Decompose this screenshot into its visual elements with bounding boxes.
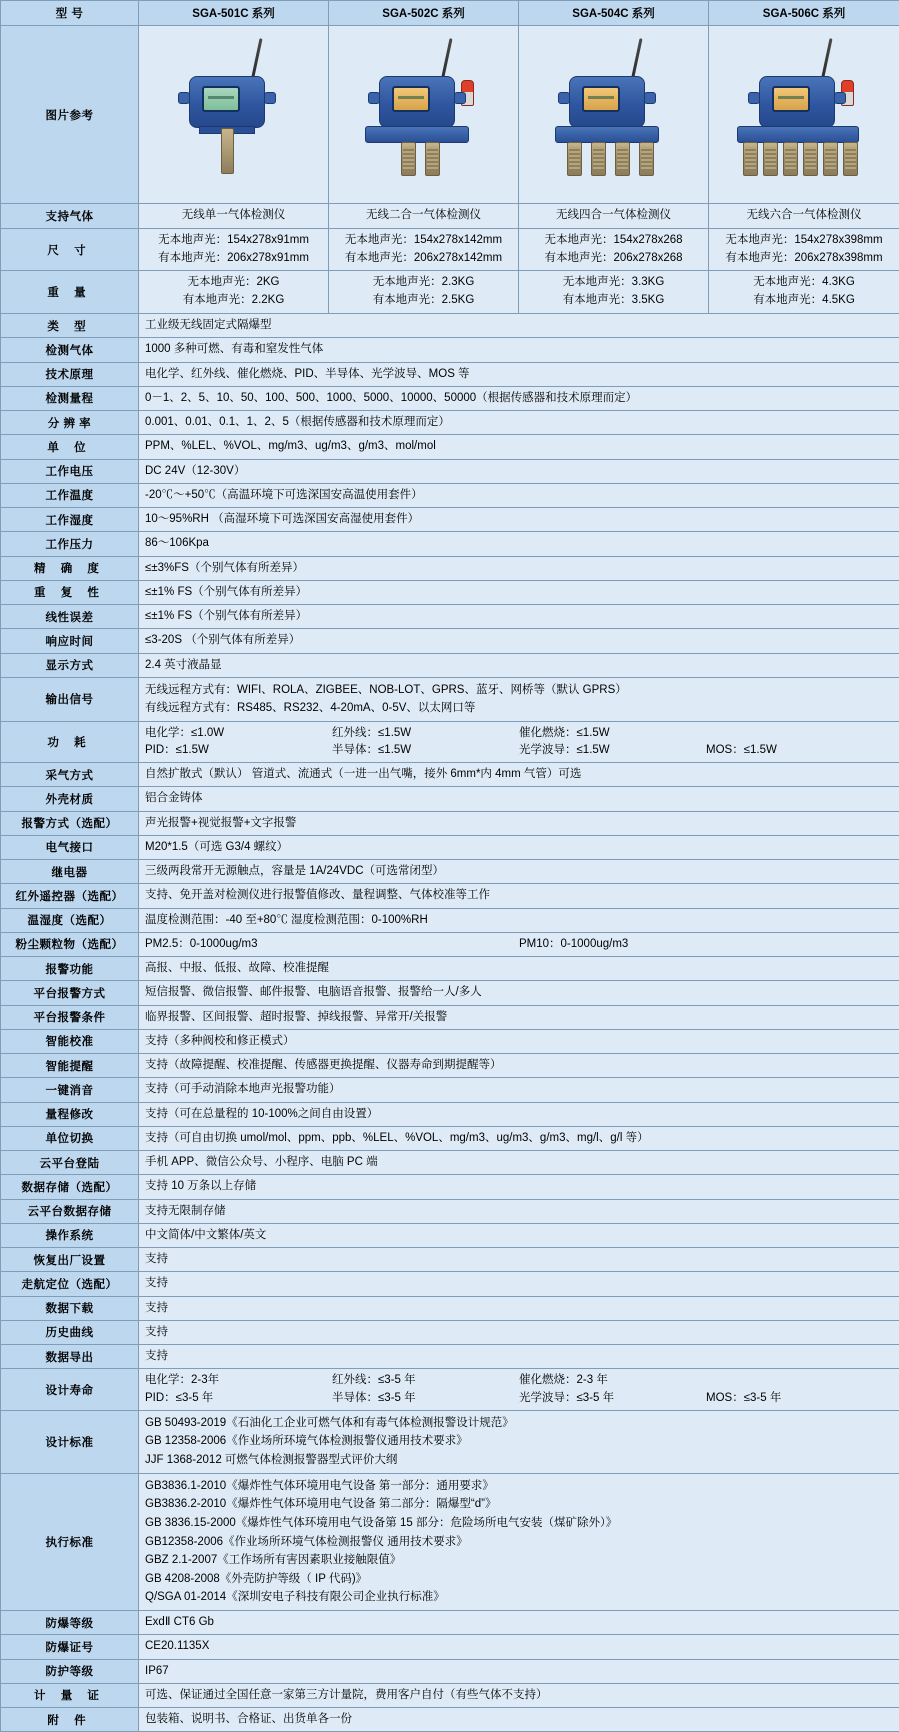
table-row-type xyxy=(1,314,899,338)
row-value-principle: 电化学、红外线、催化燃烧、PID、半导体、光学波导、MOS 等 xyxy=(139,362,899,386)
row-value-detect-gas: 1000 多种可燃、有毒和窒发性气体 xyxy=(139,338,899,362)
row-label-picture: 图片参考 xyxy=(1,26,139,204)
power-electrochemical: 电化学：≤1.0W xyxy=(145,725,332,742)
table-row-range xyxy=(1,386,899,410)
row-label-housing: 外壳材质 xyxy=(1,787,139,811)
sensor-probe-2 xyxy=(591,142,606,176)
weight-2-a: 无本地声光：2.3KG xyxy=(331,274,516,292)
sensor-probe-1 xyxy=(567,142,582,176)
mount-bracket-right xyxy=(264,92,276,104)
table-row-smart-calibration xyxy=(1,1029,899,1053)
table-row-repeatability xyxy=(1,580,899,604)
model-header-4: SGA-506C 系列 xyxy=(709,1,899,26)
row-label-output-signal: 输出信号 xyxy=(1,677,139,721)
table-row-data-storage xyxy=(1,1175,899,1199)
row-value-output-signal xyxy=(139,677,899,721)
row-value-housing: 铝合金铸体 xyxy=(139,787,899,811)
row-label-cloud-storage: 云平台数据存储 xyxy=(1,1199,139,1223)
row-value-accuracy: ≤±3%FS（个别气体有所差异） xyxy=(139,556,899,580)
mount-bracket-left xyxy=(368,92,380,104)
table-row-ex-rating xyxy=(1,1611,899,1635)
row-label-unit: 单 位 xyxy=(1,435,139,459)
table-row-design-life xyxy=(1,1369,899,1411)
row-label-smart-calibration: 智能校准 xyxy=(1,1029,139,1053)
row-value-os: 中文简体/中文繁体/英文 xyxy=(139,1223,899,1247)
row-label-linearity: 线性误差 xyxy=(1,605,139,629)
mount-bracket-left xyxy=(178,92,190,104)
enclosure-body xyxy=(189,76,265,128)
power-semiconductor: 半导体：≤1.5W xyxy=(332,742,519,759)
table-row-data-download xyxy=(1,1296,899,1320)
row-value-electrical-interface: M20*1.5（可选 G3/4 螺纹） xyxy=(139,835,899,859)
row-value-pressure: 86～106Kpa xyxy=(139,532,899,556)
gas-manifold xyxy=(737,126,859,143)
size-3 xyxy=(519,228,709,271)
product-image-501c xyxy=(139,26,329,204)
table-row-humidity xyxy=(1,508,899,532)
execution-standard-2: GB3836.2-2010《爆炸性气体环境用电气设备 第二部分：隔爆型“d”》 xyxy=(145,1495,893,1514)
size-2 xyxy=(329,228,519,271)
design-standard-2: GB 12358-2006《作业场所环境气体检测报警仪通用技术要求》 xyxy=(145,1432,893,1451)
life-catalytic: 催化燃烧：2-3 年 xyxy=(519,1372,706,1389)
table-row-unit xyxy=(1,435,899,459)
mount-bracket-right xyxy=(834,92,846,104)
table-row-ir-remote xyxy=(1,884,899,908)
table-row-alarm-mode xyxy=(1,811,899,835)
lcd-display xyxy=(772,86,810,112)
sensor-probe-6 xyxy=(843,142,858,176)
life-optical: 光学波导：≤3-5 年 xyxy=(519,1390,706,1407)
row-label-data-storage: 数据存储（选配） xyxy=(1,1175,139,1199)
weight-2-b: 有本地声光：2.5KG xyxy=(331,292,516,310)
output-line-1: 无线远程方式有：WIFI、ROLA、ZIGBEE、NOB-LOT、GPRS、蓝牙、网桥等（默认 GPRS） xyxy=(145,681,893,699)
row-value-history-curve: 支持 xyxy=(139,1320,899,1344)
table-row-housing xyxy=(1,787,899,811)
row-value-platform-alarm-mode: 短信报警、微信报警、邮件报警、电脑语音报警、报警给一人/多人 xyxy=(139,981,899,1005)
table-row-relay xyxy=(1,860,899,884)
row-label-os: 操作系统 xyxy=(1,1223,139,1247)
row-label-size: 尺 寸 xyxy=(1,228,139,271)
power-blank xyxy=(706,725,893,742)
table-row-temp-humidity-option xyxy=(1,908,899,932)
row-label-gas-support: 支持气体 xyxy=(1,204,139,229)
row-value-display: 2.4 英寸液晶显 xyxy=(139,653,899,677)
gas-manifold xyxy=(555,126,659,143)
table-row-history-curve xyxy=(1,1320,899,1344)
weight-1 xyxy=(139,271,329,314)
row-value-accessories: 包装箱、说明书、合格证、出货单各一份 xyxy=(139,1708,899,1732)
row-value-unit: PPM、%LEL、%VOL、mg/m3、ug/m3、g/m3、mol/mol xyxy=(139,435,899,459)
row-label-particulate: 粉尘颗粒物（选配） xyxy=(1,932,139,956)
output-line-2: 有线远程方式有：RS485、RS232、4-20mA、0-5V、以太网口等 xyxy=(145,699,893,717)
size-3-b: 有本地声光：206x278x268 xyxy=(521,250,706,268)
device-illustration-single xyxy=(159,30,309,200)
row-value-ex-cert: CE20.1135X xyxy=(139,1635,899,1659)
row-label-accessories: 附 件 xyxy=(1,1708,139,1732)
table-row-weight xyxy=(1,271,899,314)
weight-3-a: 无本地声光：3.3KG xyxy=(521,274,706,292)
pm25-range: PM2.5：0-1000ug/m3 xyxy=(145,936,519,953)
table-row-accessories xyxy=(1,1708,899,1732)
row-value-relay: 三级两段常开无源触点，容量是 1A/24VDC（可选常闭型） xyxy=(139,860,899,884)
table-row-platform-alarm-mode xyxy=(1,981,899,1005)
table-row-one-key-mute xyxy=(1,1078,899,1102)
execution-standard-4: GB12358-2006《作业场所环境气体检测报警仪 通用技术要求》 xyxy=(145,1533,893,1552)
row-label-weight: 重 量 xyxy=(1,271,139,314)
row-label-repeatability: 重 复 性 xyxy=(1,580,139,604)
table-row-execution-standard xyxy=(1,1473,899,1610)
row-value-data-download: 支持 xyxy=(139,1296,899,1320)
mount-bracket-left xyxy=(558,92,570,104)
row-label-accuracy: 精 确 度 xyxy=(1,556,139,580)
row-value-voltage: DC 24V（12-30V） xyxy=(139,459,899,483)
weight-1-a: 无本地声光：2KG xyxy=(141,274,326,292)
antenna-icon xyxy=(820,38,832,82)
row-label-history-curve: 历史曲线 xyxy=(1,1320,139,1344)
row-value-alarm-function: 高报、中报、低报、故障、校准提醒 xyxy=(139,957,899,981)
lcd-display xyxy=(582,86,620,112)
weight-4-a: 无本地声光：4.3KG xyxy=(711,274,897,292)
table-row-power xyxy=(1,721,899,763)
row-value-cloud-login: 手机 APP、微信公众号、小程序、电脑 PC 端 xyxy=(139,1151,899,1175)
row-label-principle: 技术原理 xyxy=(1,362,139,386)
row-label-temp-humidity-option: 温湿度（选配） xyxy=(1,908,139,932)
table-row-alarm-function xyxy=(1,957,899,981)
row-label-ir-remote: 红外遥控器（选配） xyxy=(1,884,139,908)
table-row-temperature xyxy=(1,483,899,507)
row-label-humidity: 工作湿度 xyxy=(1,508,139,532)
row-label-response-time: 响应时间 xyxy=(1,629,139,653)
row-label-data-download: 数据下载 xyxy=(1,1296,139,1320)
row-value-humidity: 10～95%RH （高湿环境下可选深国安高湿使用套件） xyxy=(139,508,899,532)
weight-3-b: 有本地声光：3.5KG xyxy=(521,292,706,310)
row-label-factory-reset: 恢复出厂设置 xyxy=(1,1248,139,1272)
size-2-b: 有本地声光：206x278x142mm xyxy=(331,250,516,268)
sensor-probe-1 xyxy=(401,142,416,176)
enclosure-body xyxy=(569,76,645,128)
power-optical: 光学波导：≤1.5W xyxy=(519,742,706,759)
power-pid: PID：≤1.5W xyxy=(145,742,332,759)
weight-3 xyxy=(519,271,709,314)
execution-standard-5: GBZ 2.1-2007《工作场所有害因素职业接触限值》 xyxy=(145,1551,893,1570)
sensor-probe xyxy=(221,128,234,174)
table-row-principle xyxy=(1,362,899,386)
table-row-mobile-positioning xyxy=(1,1272,899,1296)
size-1-a: 无本地声光：154x278x91mm xyxy=(141,232,326,250)
mount-bracket-right xyxy=(644,92,656,104)
gas-support-1: 无线单一气体检测仪 xyxy=(139,204,329,229)
row-label-cloud-login: 云平台登陆 xyxy=(1,1151,139,1175)
row-label-temperature: 工作温度 xyxy=(1,483,139,507)
row-value-unit-switch: 支持（可自由切换 umol/mol、ppm、ppb、%LEL、%VOL、mg/m3、ug/m3、g/m3、mg/l、g/l 等） xyxy=(139,1126,899,1150)
row-value-ip-rating: IP67 xyxy=(139,1659,899,1683)
model-header-2: SGA-502C 系列 xyxy=(329,1,519,26)
table-row-smart-reminder xyxy=(1,1054,899,1078)
row-value-sampling: 自然扩散式（默认） 管道式、流通式（一进一出气嘴，接外 6mm*内 4mm 气管）可选 xyxy=(139,763,899,787)
row-label-pressure: 工作压力 xyxy=(1,532,139,556)
antenna-icon xyxy=(440,38,452,82)
table-row-cloud-login xyxy=(1,1151,899,1175)
row-value-design-standard xyxy=(139,1410,899,1473)
sensor-probe-3 xyxy=(783,142,798,176)
product-image-504c xyxy=(519,26,709,204)
row-label-alarm-function: 报警功能 xyxy=(1,957,139,981)
row-value-ex-rating: ExdⅡ CT6 Gb xyxy=(139,1611,899,1635)
table-row-model-header xyxy=(1,1,899,26)
mount-bracket-right xyxy=(454,92,466,104)
table-row-electrical-interface xyxy=(1,835,899,859)
table-row-unit-switch xyxy=(1,1126,899,1150)
sensor-probe-3 xyxy=(615,142,630,176)
row-label-unit-switch: 单位切换 xyxy=(1,1126,139,1150)
execution-standard-7: Q/SGA 01-2014《深圳安电子科技有限公司企业执行标准》 xyxy=(145,1588,893,1607)
execution-standard-3: GB 3836.15-2000《爆炸性气体环境用电气设备第 15 部分：危险场所电气安装（煤矿除外）》 xyxy=(145,1514,893,1533)
row-value-execution-standard xyxy=(139,1473,899,1610)
antenna-icon xyxy=(250,38,262,82)
table-row-pressure xyxy=(1,532,899,556)
table-row-sampling xyxy=(1,763,899,787)
row-value-range: 0－1、2、5、10、50、100、500、1000、5000、10000、50000（根据传感器和技术原理而定） xyxy=(139,386,899,410)
row-label-type: 类 型 xyxy=(1,314,139,338)
power-catalytic: 催化燃烧：≤1.5W xyxy=(519,725,706,742)
row-label-alarm-mode: 报警方式（选配） xyxy=(1,811,139,835)
weight-1-b: 有本地声光：2.2KG xyxy=(141,292,326,310)
row-label-metrology-cert: 计 量 证 xyxy=(1,1683,139,1707)
row-value-platform-alarm-condition: 临界报警、区间报警、超时报警、掉线报警、异常开/关报警 xyxy=(139,1005,899,1029)
gas-support-3: 无线四合一气体检测仪 xyxy=(519,204,709,229)
row-label-voltage: 工作电压 xyxy=(1,459,139,483)
row-value-smart-calibration: 支持（多种阀校和修正模式） xyxy=(139,1029,899,1053)
execution-standard-1: GB3836.1-2010《爆炸性气体环境用电气设备 第一部分：通用要求》 xyxy=(145,1477,893,1496)
row-value-linearity: ≤±1% FS（个别气体有所差异） xyxy=(139,605,899,629)
row-value-design-life xyxy=(139,1369,899,1411)
table-row-os xyxy=(1,1223,899,1247)
sensor-probe-2 xyxy=(425,142,440,176)
weight-4 xyxy=(709,271,899,314)
antenna-icon xyxy=(630,38,642,82)
row-value-particulate xyxy=(139,932,899,956)
enclosure-body xyxy=(759,76,835,128)
table-row-display xyxy=(1,653,899,677)
table-row-metrology-cert xyxy=(1,1683,899,1707)
row-label-electrical-interface: 电气接口 xyxy=(1,835,139,859)
table-row-particulate xyxy=(1,932,899,956)
table-row-gas-support xyxy=(1,204,899,229)
row-value-metrology-cert: 可选、保证通过全国任意一家第三方计量院，费用客户自付（有些气体不支持） xyxy=(139,1683,899,1707)
row-label-model: 型 号 xyxy=(1,1,139,26)
sensor-probe-4 xyxy=(803,142,818,176)
table-row-design-standard xyxy=(1,1410,899,1473)
row-value-resolution: 0.001、0.01、0.1、1、2、5（根据传感器和技术原理而定） xyxy=(139,411,899,435)
table-row-linearity xyxy=(1,605,899,629)
row-value-alarm-mode: 声光报警+视觉报警+文字报警 xyxy=(139,811,899,835)
life-blank xyxy=(706,1372,893,1389)
row-value-power xyxy=(139,721,899,763)
lcd-display xyxy=(392,86,430,112)
gas-support-4: 无线六合一气体检测仪 xyxy=(709,204,899,229)
row-value-data-storage: 支持 10 万条以上存储 xyxy=(139,1175,899,1199)
design-standard-3: JJF 1368-2012 可燃气体检测报警器型式评价大纲 xyxy=(145,1451,893,1470)
row-label-platform-alarm-condition: 平台报警条件 xyxy=(1,1005,139,1029)
execution-standard-6: GB 4208-2008《外壳防护等级（ IP 代码)》 xyxy=(145,1570,893,1589)
size-4-a: 无本地声光：154x278x398mm xyxy=(711,232,897,250)
row-label-design-standard: 设计标准 xyxy=(1,1410,139,1473)
row-value-temp-humidity-option: 温度检测范围：-40 至+80℃ 湿度检测范围：0-100%RH xyxy=(139,908,899,932)
row-value-range-modify: 支持（可在总量程的 10-100%之间自由设置） xyxy=(139,1102,899,1126)
row-value-repeatability: ≤±1% FS（个别气体有所差异） xyxy=(139,580,899,604)
table-row-platform-alarm-condition xyxy=(1,1005,899,1029)
lcd-display xyxy=(202,86,240,112)
table-row-data-export xyxy=(1,1345,899,1369)
row-label-one-key-mute: 一键消音 xyxy=(1,1078,139,1102)
design-standard-1: GB 50493-2019《石油化工企业可燃气体和有毒气体检测报警设计规范》 xyxy=(145,1414,893,1433)
row-value-ir-remote: 支持、免开盖对检测仪进行报警值修改、量程调整、气体校准等工作 xyxy=(139,884,899,908)
row-label-data-export: 数据导出 xyxy=(1,1345,139,1369)
row-label-display: 显示方式 xyxy=(1,653,139,677)
sensor-probe-1 xyxy=(743,142,758,176)
row-label-power: 功 耗 xyxy=(1,721,139,763)
row-value-type: 工业级无线固定式隔爆型 xyxy=(139,314,899,338)
row-label-smart-reminder: 智能提醒 xyxy=(1,1054,139,1078)
row-label-platform-alarm-mode: 平台报警方式 xyxy=(1,981,139,1005)
row-value-data-export: 支持 xyxy=(139,1345,899,1369)
table-row-accuracy xyxy=(1,556,899,580)
power-mos: MOS：≤1.5W xyxy=(706,742,893,759)
product-image-502c xyxy=(329,26,519,204)
table-row-detect-gas xyxy=(1,338,899,362)
table-row-cloud-storage xyxy=(1,1199,899,1223)
sensor-probe-2 xyxy=(763,142,778,176)
enclosure-body xyxy=(379,76,455,128)
row-label-relay: 继电器 xyxy=(1,860,139,884)
life-semiconductor: 半导体：≤3-5 年 xyxy=(332,1390,519,1407)
row-label-sampling: 采气方式 xyxy=(1,763,139,787)
life-pid: PID：≤3-5 年 xyxy=(145,1390,332,1407)
table-row-picture xyxy=(1,26,899,204)
sensor-probe-4 xyxy=(639,142,654,176)
size-4-b: 有本地声光：206x278x398mm xyxy=(711,250,897,268)
row-label-resolution: 分 辨 率 xyxy=(1,411,139,435)
row-label-ip-rating: 防护等级 xyxy=(1,1659,139,1683)
row-value-response-time: ≤3-20S （个别气体有所差异） xyxy=(139,629,899,653)
size-2-a: 无本地声光：154x278x142mm xyxy=(331,232,516,250)
table-row-ex-cert xyxy=(1,1635,899,1659)
size-4 xyxy=(709,228,899,271)
row-value-mobile-positioning: 支持 xyxy=(139,1272,899,1296)
row-label-ex-rating: 防爆等级 xyxy=(1,1611,139,1635)
life-electrochemical: 电化学：2-3年 xyxy=(145,1372,332,1389)
weight-4-b: 有本地声光：4.5KG xyxy=(711,292,897,310)
gas-manifold xyxy=(365,126,469,143)
model-header-1: SGA-501C 系列 xyxy=(139,1,329,26)
row-value-cloud-storage: 支持无限制存储 xyxy=(139,1199,899,1223)
row-value-one-key-mute: 支持（可手动消除本地声光报警功能） xyxy=(139,1078,899,1102)
table-row-range-modify xyxy=(1,1102,899,1126)
sensor-probe-5 xyxy=(823,142,838,176)
table-row-output-signal xyxy=(1,677,899,721)
row-label-execution-standard: 执行标准 xyxy=(1,1473,139,1610)
device-illustration-six xyxy=(729,30,879,200)
table-row-ip-rating xyxy=(1,1659,899,1683)
power-infrared: 红外线：≤1.5W xyxy=(332,725,519,742)
life-mos: MOS：≤3-5 年 xyxy=(706,1390,893,1407)
row-label-range: 检测量程 xyxy=(1,386,139,410)
size-3-a: 无本地声光：154x278x268 xyxy=(521,232,706,250)
row-label-design-life: 设计寿命 xyxy=(1,1369,139,1411)
row-value-smart-reminder: 支持（故障提醒、校准提醒、传感器更换提醒、仪器寿命到期提醒等） xyxy=(139,1054,899,1078)
pm10-range: PM10：0-1000ug/m3 xyxy=(519,936,893,953)
table-row-resolution xyxy=(1,411,899,435)
table-row-factory-reset xyxy=(1,1248,899,1272)
model-header-3: SGA-504C 系列 xyxy=(519,1,709,26)
life-infrared: 红外线：≤3-5 年 xyxy=(332,1372,519,1389)
row-value-temperature: -20℃～+50℃（高温环境下可选深国安高温使用套件） xyxy=(139,483,899,507)
device-illustration-dual xyxy=(349,30,499,200)
table-row-voltage xyxy=(1,459,899,483)
size-1 xyxy=(139,228,329,271)
gas-support-2: 无线二合一气体检测仪 xyxy=(329,204,519,229)
row-label-range-modify: 量程修改 xyxy=(1,1102,139,1126)
product-image-506c xyxy=(709,26,899,204)
device-illustration-quad xyxy=(539,30,689,200)
weight-2 xyxy=(329,271,519,314)
row-label-mobile-positioning: 走航定位（选配） xyxy=(1,1272,139,1296)
size-1-b: 有本地声光：206x278x91mm xyxy=(141,250,326,268)
table-row-response-time xyxy=(1,629,899,653)
row-label-ex-cert: 防爆证号 xyxy=(1,1635,139,1659)
row-value-factory-reset: 支持 xyxy=(139,1248,899,1272)
table-row-size xyxy=(1,228,899,271)
row-label-detect-gas: 检测气体 xyxy=(1,338,139,362)
